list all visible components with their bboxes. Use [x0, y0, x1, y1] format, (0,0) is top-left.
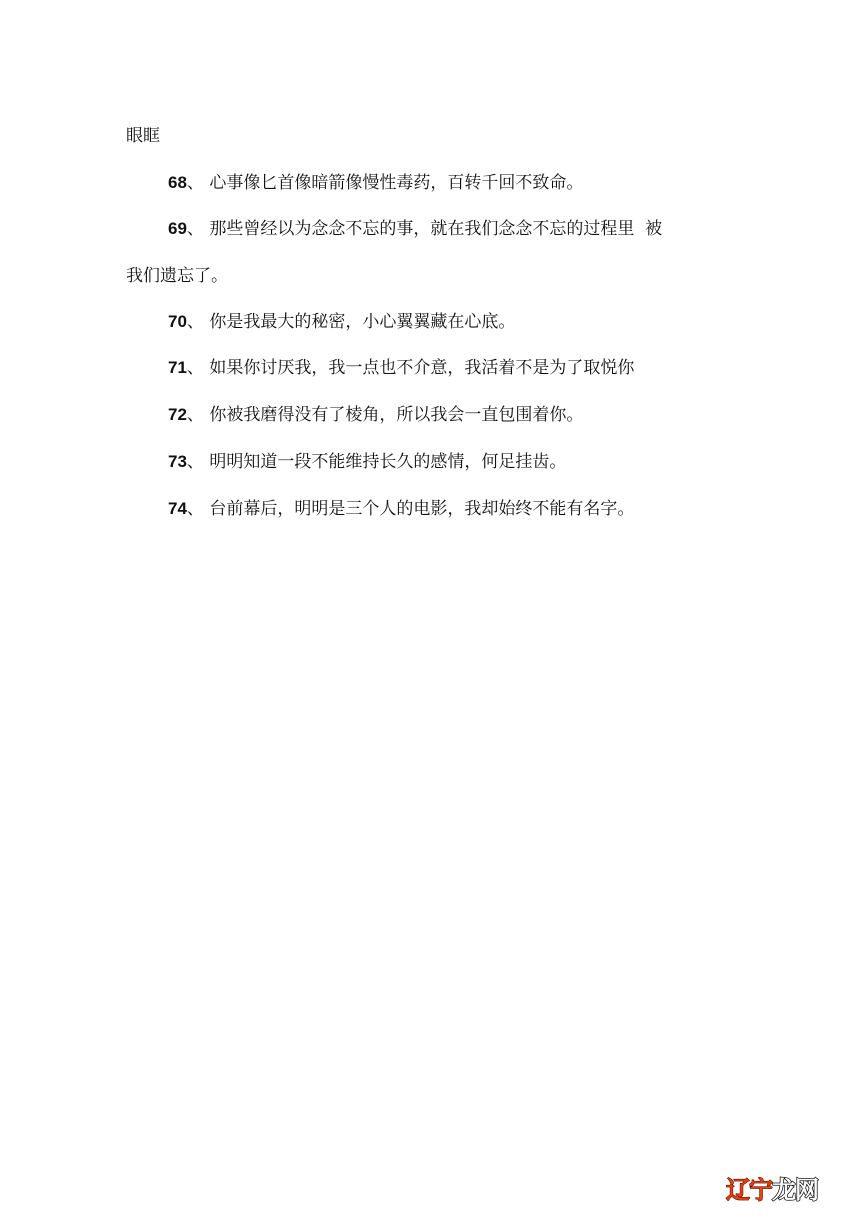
item-continuation: 我们遗忘了。 — [126, 266, 228, 286]
list-item: 73、 明明知道一段不能维持长久的感情，何足挂齿。 — [168, 452, 567, 472]
item-text: 你被我磨得没有了棱角，所以我会一直包围着你。 — [209, 405, 584, 425]
item-text: 心事像匕首像暗箭像慢性毒药，百转千回不致命。 — [209, 173, 584, 193]
item-number: 69 — [168, 219, 187, 238]
item-number: 71 — [168, 358, 187, 377]
lead-fragment: 眼眶 — [126, 126, 160, 146]
item-number: 74 — [168, 499, 187, 518]
item-text: 你是我最大的秘密，小心翼翼藏在心底。 — [209, 312, 516, 332]
item-text: 明明知道一段不能维持长久的感情，何足挂齿。 — [209, 452, 567, 472]
item-number: 72 — [168, 405, 187, 424]
watermark-logo: 辽宁龙网 — [726, 1176, 818, 1204]
list-item: 74、 台前幕后，明明是三个人的电影，我却始终不能有名字。 — [168, 499, 635, 519]
list-item: 68、 心事像匕首像暗箭像慢性毒药，百转千回不致命。 — [168, 173, 584, 193]
item-number: 73 — [168, 452, 187, 471]
item-number: 68 — [168, 173, 187, 192]
list-item: 72、 你被我磨得没有了棱角，所以我会一直包围着你。 — [168, 405, 584, 425]
item-text: 如果你讨厌我，我一点也不介意，我活着不是为了取悦你 — [209, 358, 635, 378]
list-item: 70、 你是我最大的秘密，小心翼翼藏在心底。 — [168, 312, 516, 332]
item-text: 那些曾经以为念念不忘的事，就在我们念念不忘的过程里 被 — [209, 219, 663, 239]
list-item: 71、 如果你讨厌我，我一点也不介意，我活着不是为了取悦你 — [168, 358, 635, 378]
item-text: 台前幕后，明明是三个人的电影，我却始终不能有名字。 — [209, 499, 635, 519]
list-item: 69、 那些曾经以为念念不忘的事，就在我们念念不忘的过程里 被 — [168, 219, 663, 239]
item-number: 70 — [168, 312, 187, 331]
